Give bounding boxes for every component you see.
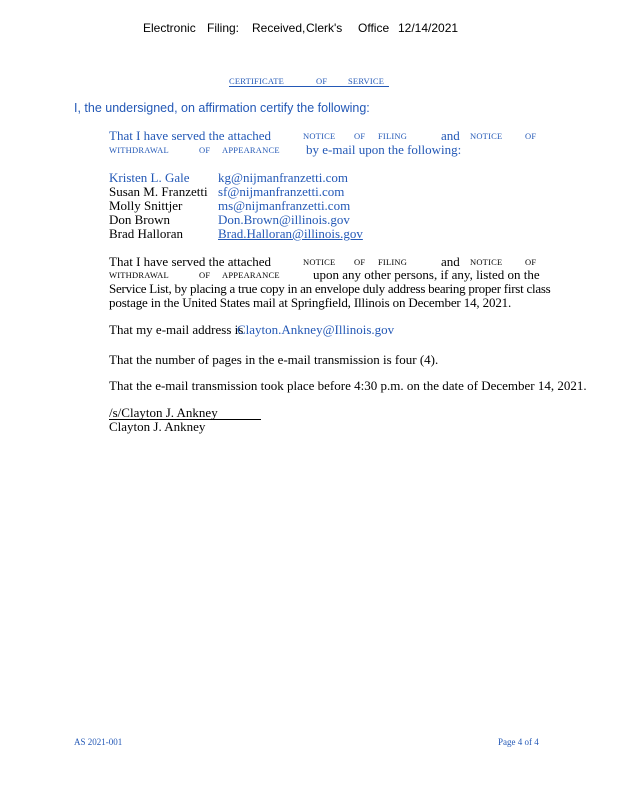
para2-of3: OF: [199, 270, 211, 280]
para1-notice: NOTICE: [303, 131, 336, 141]
para1-of2: OF: [525, 131, 537, 141]
header-date: 12/14/2021: [398, 21, 459, 35]
para2-appearance: APPEARANCE: [222, 270, 280, 280]
service-name: Don Brown: [109, 212, 171, 227]
service-email-link[interactable]: sf@nijmanfranzetti.com: [218, 184, 345, 199]
para1-notice2: NOTICE: [470, 131, 503, 141]
signature-line: /s/Clayton J. Ankney: [109, 405, 218, 420]
para1-of: OF: [354, 131, 366, 141]
para2-of: OF: [354, 257, 366, 267]
para3-email-link[interactable]: Clayton.Ankney@Illinois.gov: [237, 322, 395, 337]
para1-and: and: [441, 128, 460, 143]
title-word-of: OF: [316, 76, 328, 86]
para2-line3: postage in the United States mail at Springfield, Illinois on December 14, 2021.: [109, 295, 512, 310]
para1-tail: by e-mail upon the following:: [306, 142, 462, 157]
paragraph-page-count: That the number of pages in the e-mail transmission is four (4).: [109, 352, 439, 367]
service-name: Brad Halloran: [109, 226, 184, 241]
service-email-link[interactable]: kg@nijmanfranzetti.com: [218, 170, 349, 185]
service-name: Kristen L. Gale: [109, 170, 190, 185]
para2-and: and: [441, 254, 460, 269]
header-filing: Filing:: [207, 21, 240, 35]
para2-tail: upon any other persons, if any, listed on the: [313, 267, 540, 282]
para2-notice: NOTICE: [303, 257, 336, 267]
para3-text: That my e-mail address is: [109, 322, 244, 337]
para2-lead: That I have served the attached: [109, 254, 272, 269]
para1-filing: FILING: [378, 131, 408, 141]
service-email-link[interactable]: Don.Brown@illinois.gov: [218, 212, 350, 227]
para1-withdrawal: WITHDRAWAL: [109, 145, 169, 155]
header-electronic: Electronic: [143, 21, 196, 35]
para1-appearance: APPEARANCE: [222, 145, 280, 155]
service-email-link[interactable]: ms@nijmanfranzetti.com: [218, 198, 351, 213]
para1-of3: OF: [199, 145, 211, 155]
footer-page-number: Page 4 of 4: [498, 737, 539, 747]
para2-notice2: NOTICE: [470, 257, 503, 267]
title-word-certificate: CERTIFICATE: [229, 76, 285, 86]
paragraph-transmission-time: That the e-mail transmission took place before 4:30 p.m. on the date of December 14, 2021.: [109, 378, 587, 393]
title-word-service: SERVICE: [348, 76, 385, 86]
para2-withdrawal: WITHDRAWAL: [109, 270, 169, 280]
header-clerks: Clerk's: [306, 21, 343, 35]
para2-line2: Service List, by placing a true copy in an envelope duly address bearing proper first class: [109, 281, 551, 296]
intro-text: I, the undersigned, on affirmation certify the following:: [74, 101, 370, 115]
service-name: Susan M. Franzetti: [109, 184, 208, 199]
para1-lead: That I have served the attached: [109, 128, 272, 143]
service-email-link[interactable]: Brad.Halloran@illinois.gov: [218, 226, 363, 241]
service-name: Molly Snittjer: [109, 198, 183, 213]
footer-case-number: AS 2021-001: [74, 737, 123, 747]
header-received: Received,: [252, 21, 306, 35]
header-office: Office: [358, 21, 390, 35]
para2-filing: FILING: [378, 257, 408, 267]
title-underline: [229, 86, 389, 87]
para2-of2: OF: [525, 257, 537, 267]
signer-name: Clayton J. Ankney: [109, 419, 206, 434]
